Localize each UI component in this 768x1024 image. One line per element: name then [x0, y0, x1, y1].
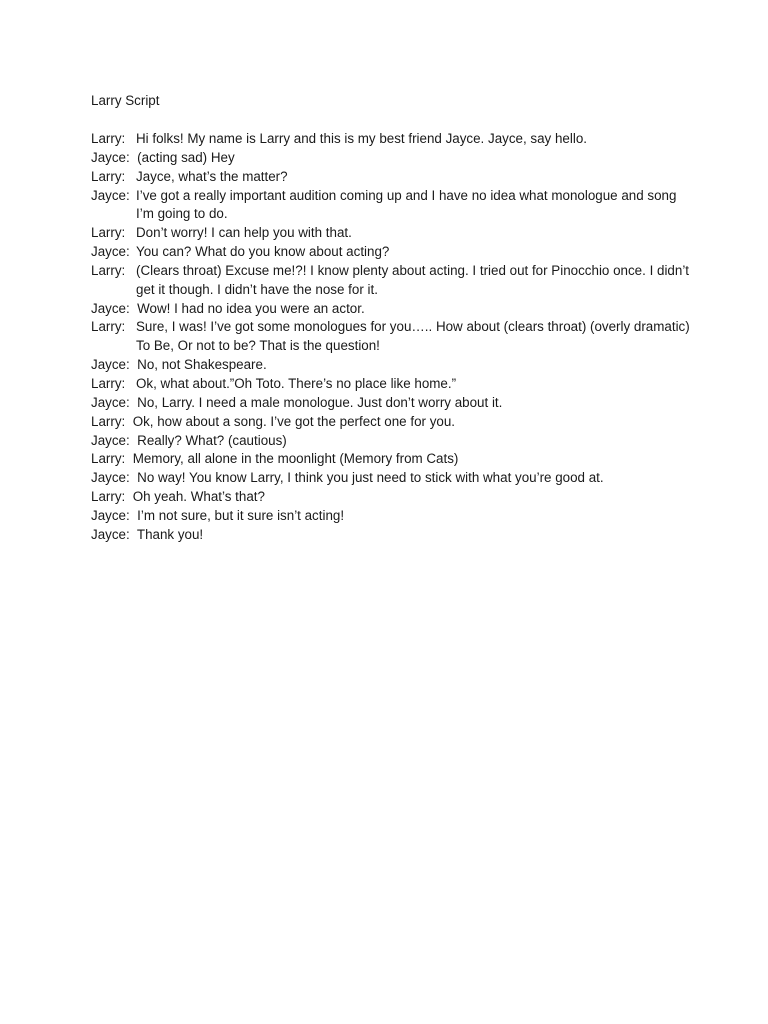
speaker-label: Larry:	[91, 262, 126, 278]
dialogue-text: Thank you!	[136, 526, 204, 542]
speaker-label: Larry:	[91, 225, 126, 241]
dialogue-text: Wow! I had no idea you were an actor.	[137, 300, 365, 316]
speaker-label: Jayce:	[91, 149, 134, 165]
dialogue-text: I’ve got a really important audition coming up and I have no idea what monologue and song I’m going to do.	[136, 187, 677, 222]
speaker-label: Jayce:	[91, 432, 134, 448]
script-body	[91, 130, 691, 545]
document-title: Larry Script	[91, 93, 160, 108]
speaker-label: Jayce:	[91, 244, 130, 260]
dialogue-text: Jayce, what’s the matter?	[136, 168, 288, 184]
dialogue-line	[91, 526, 691, 545]
dialogue-line	[91, 507, 691, 526]
dialogue-line	[91, 300, 691, 319]
dialogue-line	[91, 394, 691, 413]
dialogue-text: Really? What? (cautious)	[137, 432, 287, 448]
dialogue-line	[91, 450, 691, 469]
dialogue-line	[91, 469, 691, 488]
speaker-label: Larry:	[91, 319, 126, 335]
dialogue-line	[91, 168, 691, 187]
speaker-label: Larry:	[91, 413, 129, 429]
speaker-label: Larry:	[91, 168, 126, 184]
dialogue-text: Ok, what about.”Oh Toto. There’s no place like home.”	[136, 375, 457, 391]
dialogue-line	[91, 187, 691, 225]
dialogue-text: Hi folks! My name is Larry and this is my best friend Jayce. Jayce, say hello.	[136, 131, 587, 146]
speaker-label: Larry:	[91, 375, 126, 391]
dialogue-line	[91, 356, 691, 375]
speaker-label: Jayce:	[91, 300, 134, 316]
speaker-label: Larry:	[91, 451, 129, 467]
dialogue-text: No, not Shakespeare.	[137, 357, 267, 373]
speaker-label: Jayce:	[91, 187, 130, 203]
dialogue-text: I’m not sure, but it sure isn’t acting!	[137, 507, 345, 523]
dialogue-line	[91, 262, 691, 300]
dialogue-text: No way! You know Larry, I think you just need to stick with what you’re good at.	[137, 470, 604, 486]
dialogue-line	[91, 488, 691, 507]
dialogue-line	[91, 243, 691, 262]
dialogue-text: No, Larry. I need a male monologue. Just don’t worry about it.	[137, 394, 503, 410]
dialogue-line	[91, 130, 691, 149]
dialogue-line	[91, 224, 691, 243]
dialogue-text: You can? What do you know about acting?	[136, 244, 390, 260]
dialogue-text: Ok, how about a song. I’ve got the perfect one for you.	[132, 413, 456, 429]
dialogue-text: Memory, all alone in the moonlight (Memory from Cats)	[132, 451, 459, 467]
speaker-label: Jayce:	[91, 470, 134, 486]
dialogue-line	[91, 375, 691, 394]
dialogue-text: (acting sad) Hey	[137, 149, 235, 165]
dialogue-text: Oh yeah. What’s that?	[132, 489, 265, 505]
speaker-label: Jayce:	[91, 526, 134, 542]
speaker-label: Jayce:	[91, 357, 134, 373]
speaker-label: Jayce:	[91, 507, 134, 523]
speaker-label: Jayce:	[91, 394, 134, 410]
dialogue-line	[91, 318, 691, 356]
dialogue-text: Don’t worry! I can help you with that.	[136, 225, 352, 241]
dialogue-text: (Clears throat) Excuse me!?! I know plenty about acting. I tried out for Pinocchio once. I didn’t get it though. I didn’t have the nose for it.	[136, 262, 690, 297]
dialogue-line	[91, 432, 691, 451]
dialogue-line	[91, 413, 691, 432]
speaker-label: Larry:	[91, 131, 126, 146]
speaker-label: Larry:	[91, 489, 129, 505]
dialogue-line	[91, 149, 691, 168]
dialogue-text: Sure, I was! I’ve got some monologues for you….. How about (clears throat) (overly dramatic) To Be, Or not to be? That is the question!	[136, 319, 690, 354]
